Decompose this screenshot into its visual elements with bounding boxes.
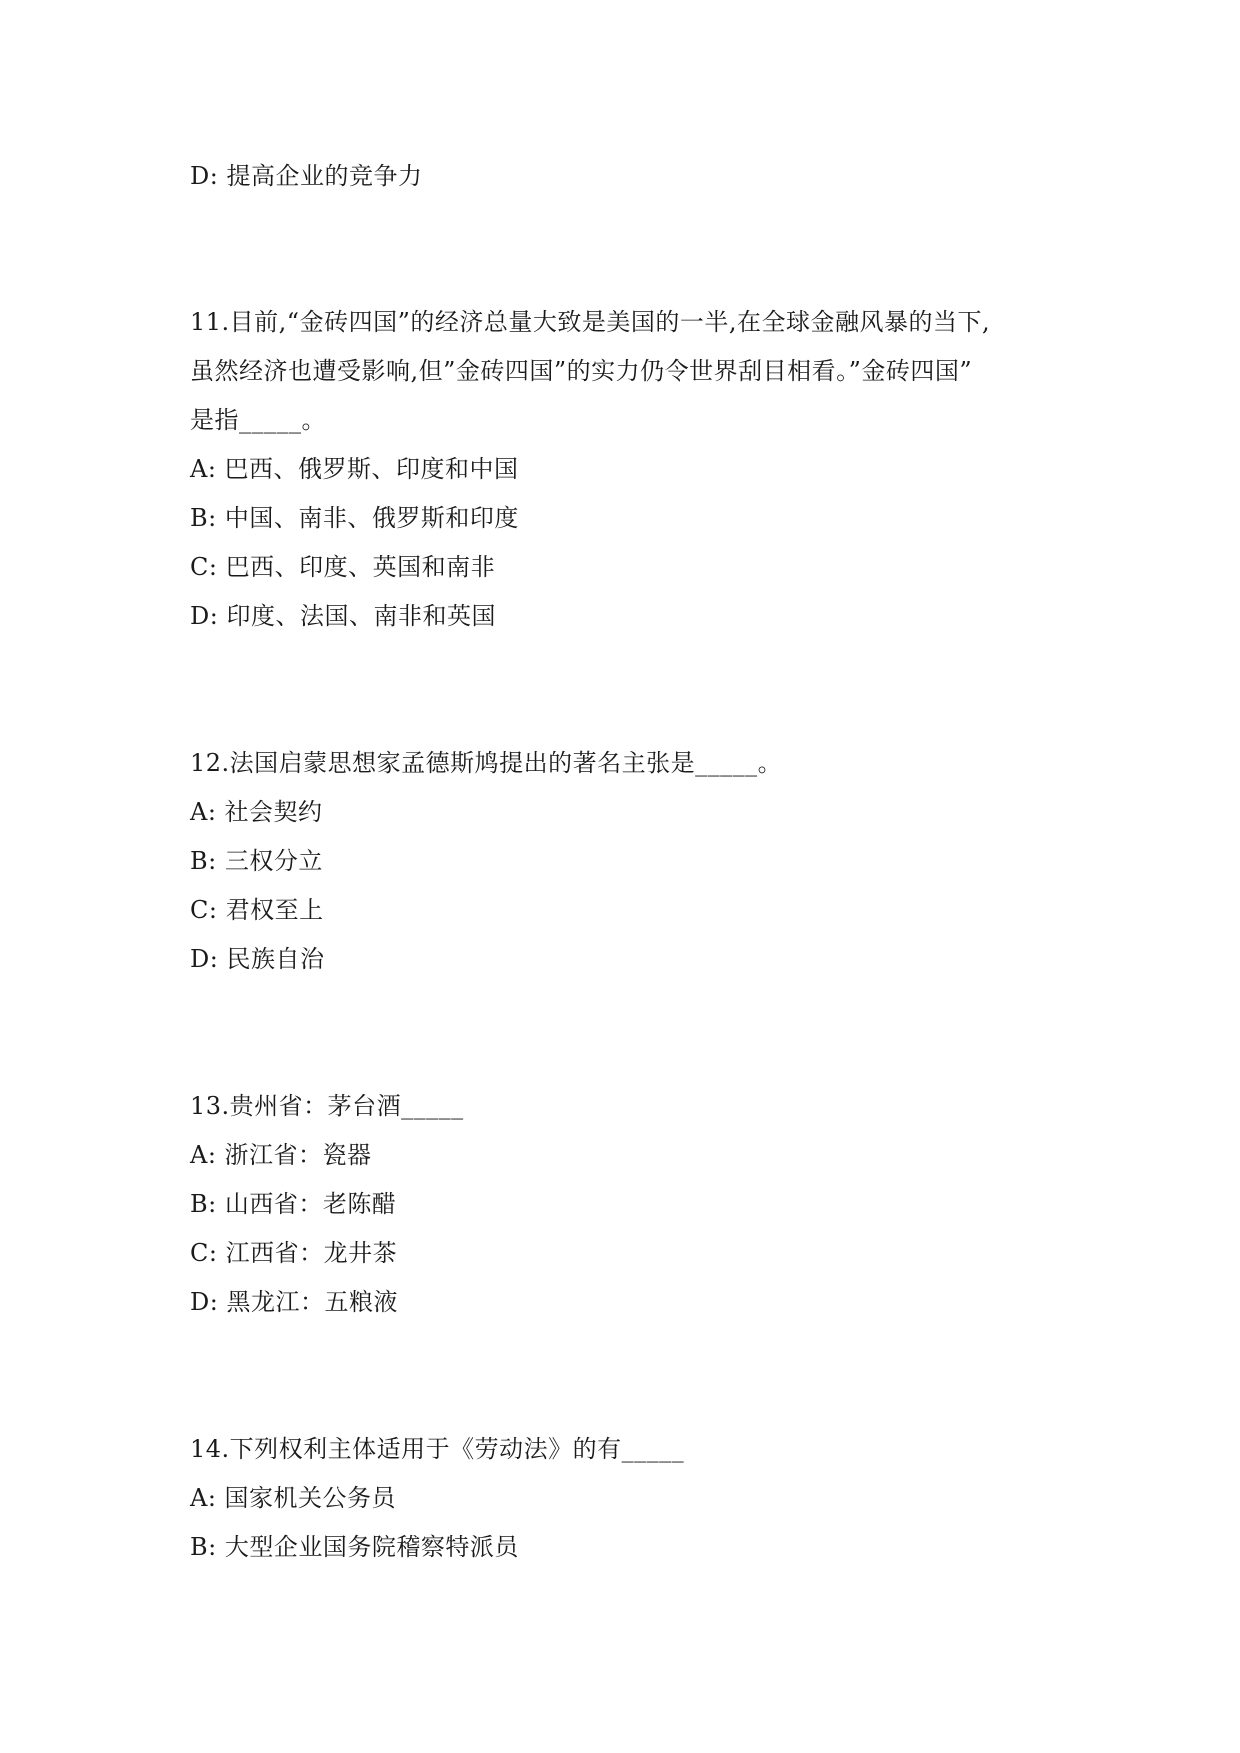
question-10-option-d: D: 提高企业的竞争力 — [190, 162, 423, 190]
question-12-option-b: B: 三权分立 — [190, 847, 323, 875]
question-13-option-d: D: 黑龙江：五粮液 — [190, 1288, 398, 1316]
question-11-stem-line-1: 11.目前,“金砖四国”的经济总量大致是美国的一半,在全球金融风暴的当下, — [190, 308, 991, 336]
question-12-option-d: D: 民族自治 — [190, 945, 325, 973]
question-14-option-a: A: 国家机关公务员 — [190, 1484, 397, 1512]
question-11-option-c: C: 巴西、印度、英国和南非 — [190, 553, 496, 581]
question-13-option-a: A: 浙江省：瓷器 — [190, 1141, 372, 1169]
question-11-stem-line-3: 是指_____。 — [190, 406, 326, 434]
question-13-option-c: C: 江西省：龙井茶 — [190, 1239, 398, 1267]
question-11-option-d: D: 印度、法国、南非和英国 — [190, 602, 496, 630]
question-13-stem: 13.贵州省：茅台酒_____ — [190, 1092, 464, 1120]
question-12-stem: 12.法国启蒙思想家孟德斯鸠提出的著名主张是_____。 — [190, 749, 783, 777]
question-13-option-b: B: 山西省：老陈醋 — [190, 1190, 397, 1218]
question-12-option-c: C: 君权至上 — [190, 896, 324, 924]
question-11-option-a: A: 巴西、俄罗斯、印度和中国 — [190, 455, 519, 483]
question-12-option-a: A: 社会契约 — [190, 798, 323, 826]
question-11-option-b: B: 中国、南非、俄罗斯和印度 — [190, 504, 519, 532]
question-14-option-b: B: 大型企业国务院稽察特派员 — [190, 1533, 519, 1561]
question-14-stem: 14.下列权利主体适用于《劳动法》的有_____ — [190, 1435, 685, 1463]
question-11-stem-line-2: 虽然经济也遭受影响,但”金砖四国”的实力仍令世界刮目相看。”金砖四国” — [190, 357, 973, 385]
